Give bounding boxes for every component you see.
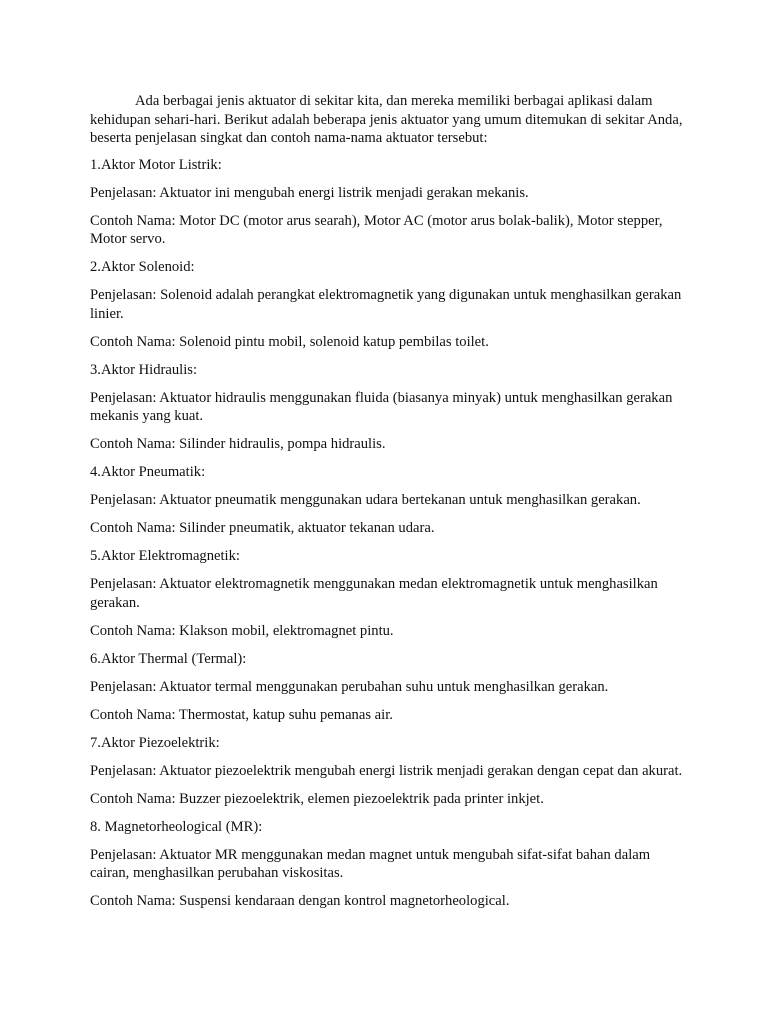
section-examples-6: Contoh Nama: Thermostat, katup suhu pemanas air. bbox=[90, 706, 393, 723]
section-heading-2: 2.Aktor Solenoid: bbox=[90, 259, 195, 275]
section-heading-6: 6.Aktor Thermal (Termal): bbox=[90, 650, 247, 667]
section-explanation-2: Penjelasan: Solenoid adalah perangkat elektromagnetik yang digunakan untuk menghasilkan gerakan linier. bbox=[90, 287, 682, 322]
section-examples-1: Contoh Nama: Motor DC (motor arus searah), Motor AC (motor arus bolak-balik), Motor stepper, Motor servo. bbox=[90, 212, 663, 247]
section-heading-7: 7.Aktor Piezoelektrik: bbox=[90, 734, 220, 751]
section-explanation-1: Penjelasan: Aktuator ini mengubah energi listrik menjadi gerakan mekanis. bbox=[90, 184, 529, 201]
document-body bbox=[90, 92, 690, 920]
section-explanation-6: Penjelasan: Aktuator termal menggunakan perubahan suhu untuk menghasilkan gerakan. bbox=[90, 678, 609, 695]
section-heading-4: 4.Aktor Pneumatik: bbox=[90, 464, 206, 480]
intro-paragraph: Ada berbagai jenis aktuator di sekitar kita, dan mereka memiliki berbagai aplikasi dalam kehidupan sehari-hari. Berikut adalah beberapa jenis aktuator yang umum ditemukan di sekitar Anda, beserta penjelasan singkat dan contoh nama-nama aktuator tersebut: bbox=[90, 93, 683, 146]
section-examples-5: Contoh Nama: Klakson mobil, elektromagnet pintu. bbox=[90, 622, 394, 639]
section-heading-8: 8. Magnetorheological (MR): bbox=[90, 818, 263, 835]
section-explanation-3: Penjelasan: Aktuator hidraulis menggunakan fluida (biasanya minyak) untuk menghasilkan gerakan mekanis yang kuat. bbox=[90, 389, 673, 424]
section-examples-4: Contoh Nama: Silinder pneumatik, aktuator tekanan udara. bbox=[90, 520, 435, 536]
section-explanation-4: Penjelasan: Aktuator pneumatik menggunakan udara bertekanan untuk menghasilkan gerakan. bbox=[90, 492, 641, 508]
section-examples-3: Contoh Nama: Silinder hidraulis, pompa hidraulis. bbox=[90, 436, 386, 452]
section-heading-5: 5.Aktor Elektromagnetik: bbox=[90, 548, 240, 564]
section-explanation-8: Penjelasan: Aktuator MR menggunakan medan magnet untuk mengubah sifat-sifat bahan dalam cairan, menghasilkan perubahan viskositas. bbox=[90, 846, 651, 881]
section-heading-3: 3.Aktor Hidraulis: bbox=[90, 361, 198, 378]
section-examples-2: Contoh Nama: Solenoid pintu mobil, solenoid katup pembilas toilet. bbox=[90, 333, 489, 350]
section-examples-8: Contoh Nama: Suspensi kendaraan dengan kontrol magnetorheological. bbox=[90, 893, 510, 909]
section-explanation-7: Penjelasan: Aktuator piezoelektrik mengubah energi listrik menjadi gerakan dengan cepat dan akurat. bbox=[90, 762, 683, 779]
section-explanation-5: Penjelasan: Aktuator elektromagnetik menggunakan medan elektromagnetik untuk menghasilkan gerakan. bbox=[90, 576, 658, 611]
section-heading-1: 1.Aktor Motor Listrik: bbox=[90, 156, 222, 173]
section-examples-7: Contoh Nama: Buzzer piezoelektrik, elemen piezoelektrik pada printer inkjet. bbox=[90, 790, 544, 807]
